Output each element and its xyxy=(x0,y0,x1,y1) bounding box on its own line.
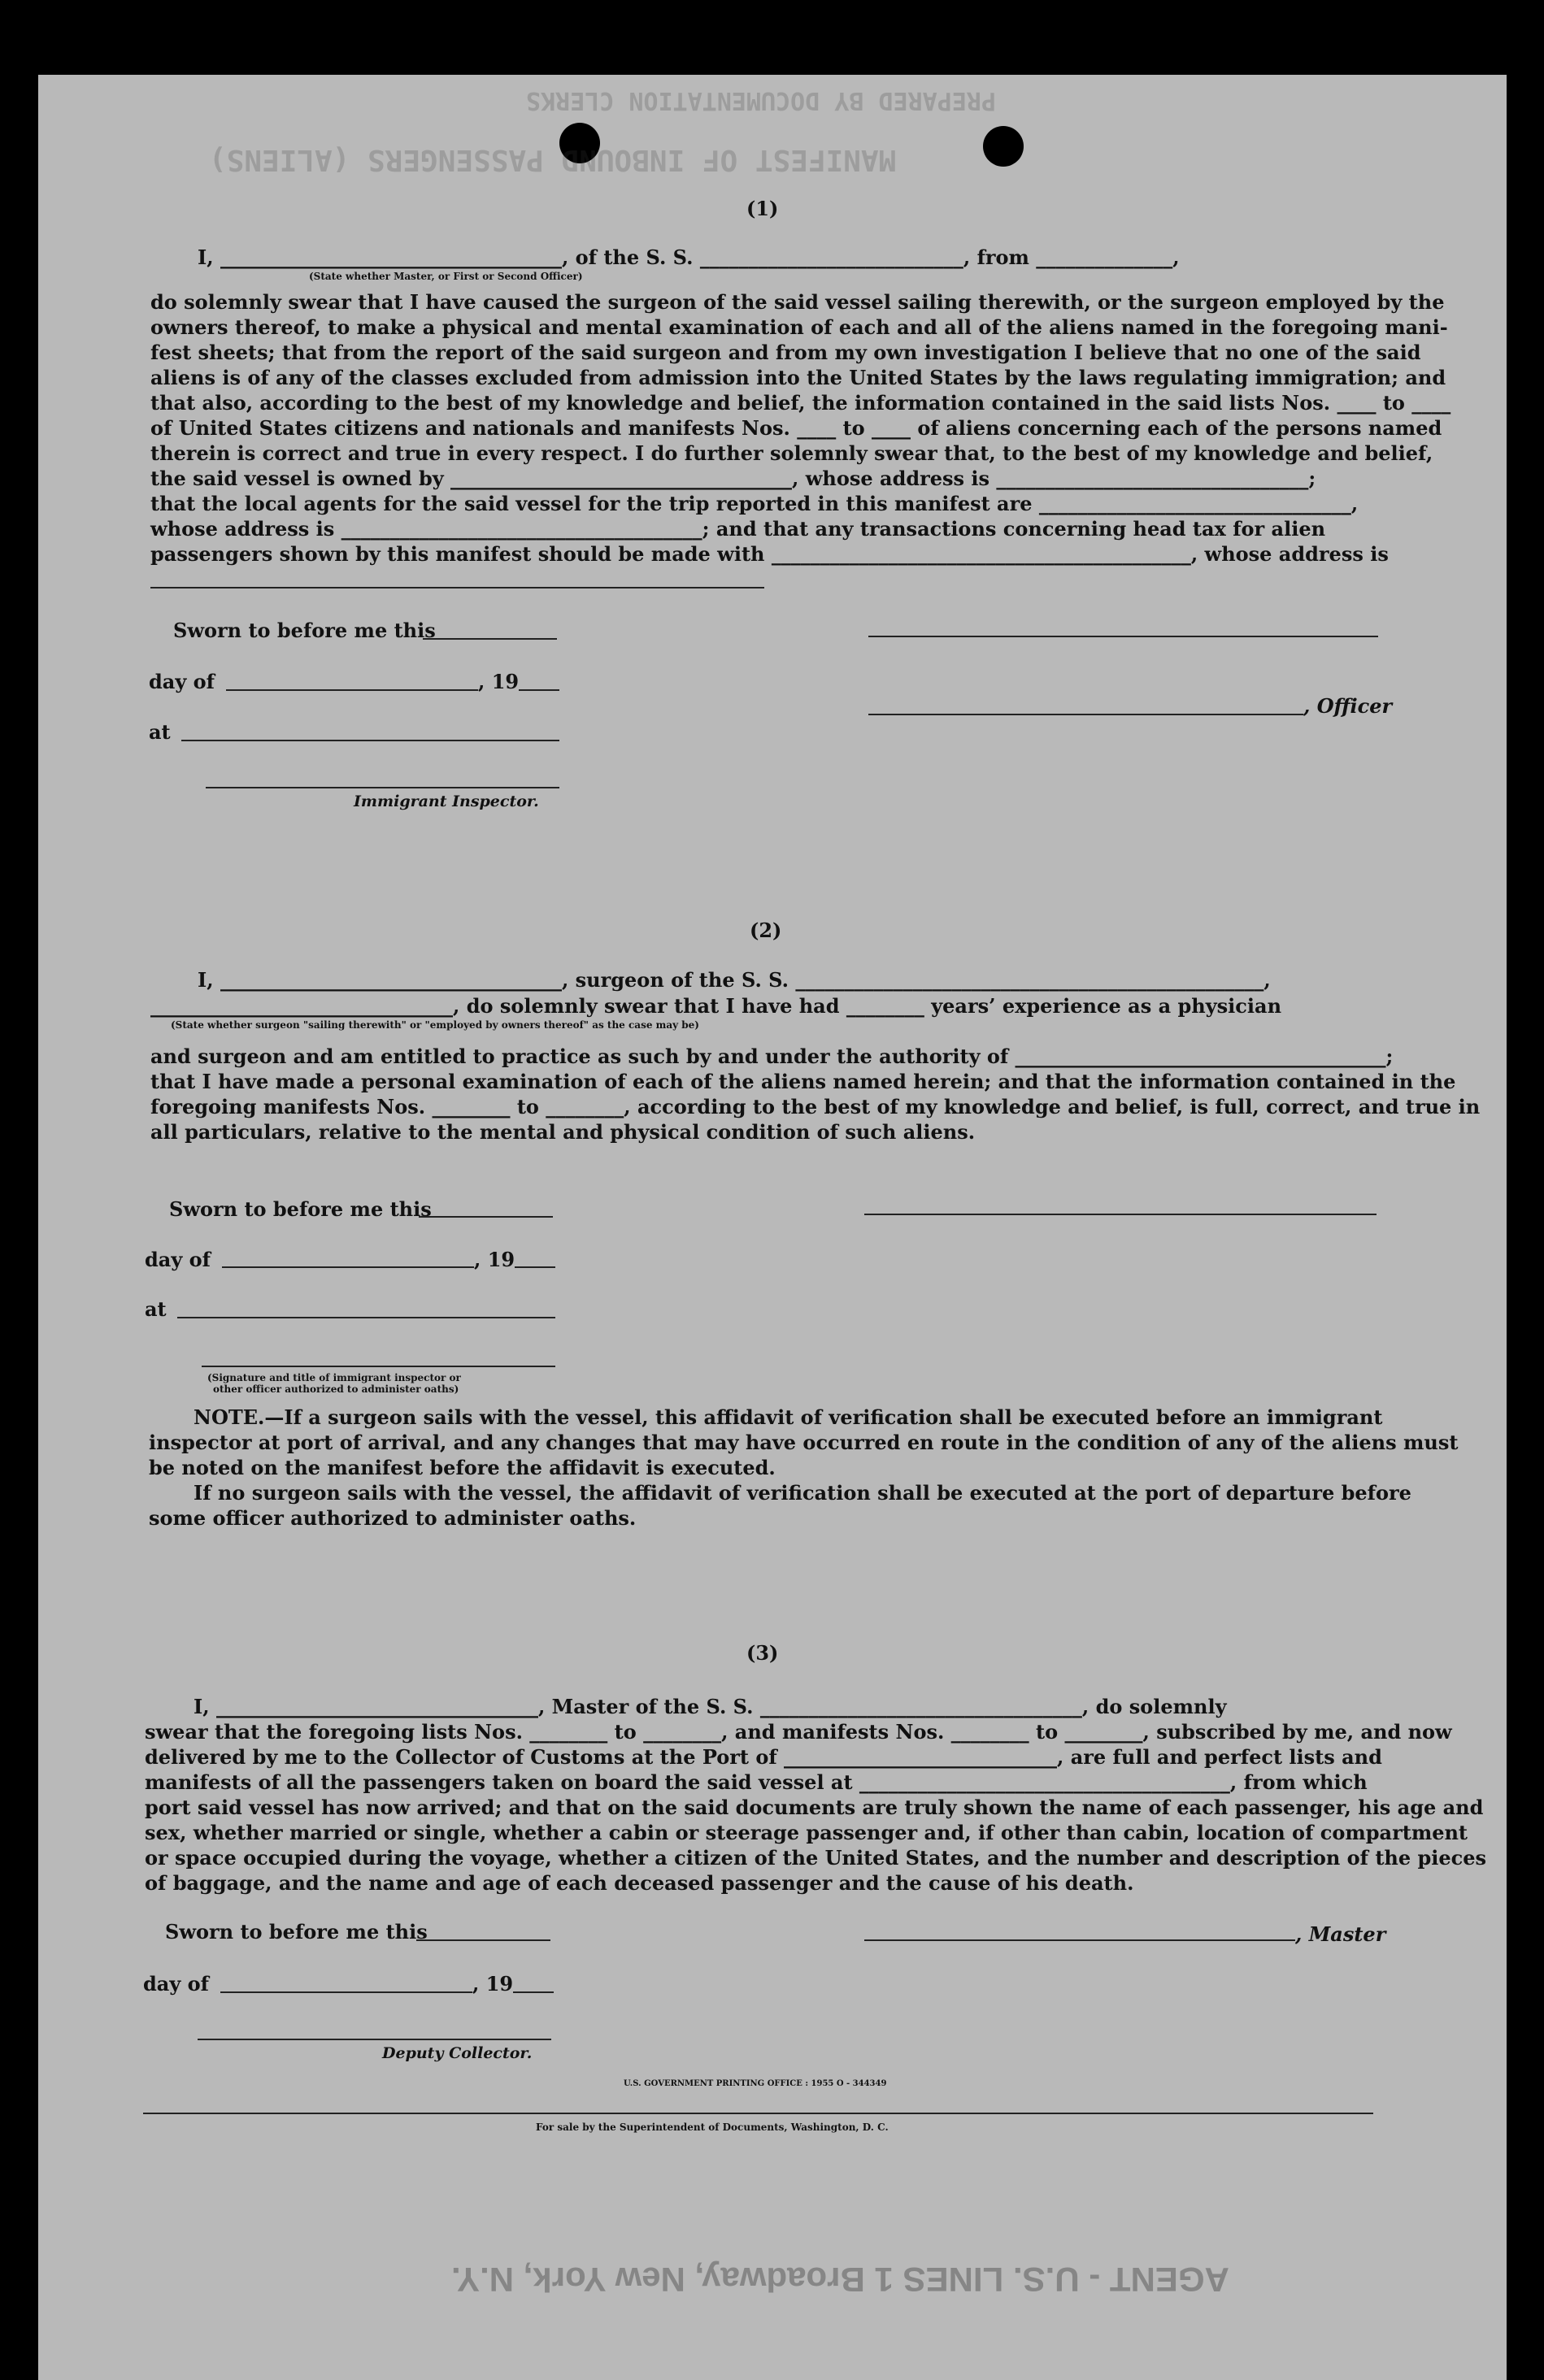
section-2-number: (2) xyxy=(750,919,782,942)
oath-line: the said vessel is owned by ___________________________________, whose address is ________________________________; xyxy=(150,467,1316,490)
oath-line: and surgeon and am entitled to practice as such by and under the authority of ______________________________________; xyxy=(150,1045,1394,1068)
signature-caption: other officer authorized to administer oaths) xyxy=(213,1383,459,1395)
oath-line: that also, according to the best of my knowledge and belief, the information contained in the said lists Nos. ____ to ____ xyxy=(150,391,1451,415)
inspector-signature-line[interactable] xyxy=(202,1366,555,1367)
sworn-label: Sworn to before me this xyxy=(165,1920,428,1944)
at-label: at xyxy=(149,720,171,744)
oath-line: fest sheets; that from the report of the said surgeon and from my own investigation I believe that no one of the said xyxy=(150,341,1421,364)
bleed-through-text: PREPARED BY DOCUMENTATION CLERKS xyxy=(526,86,996,115)
oath-line: port said vessel has now arrived; and that on the said documents are truly shown the name of each passenger, his age and xyxy=(145,1796,1484,1819)
day-line[interactable] xyxy=(226,689,478,691)
year-label: , 19 xyxy=(472,1972,514,1996)
oath-line: or space occupied during the voyage, whether a citizen of the United States, and the number and description of the pieces xyxy=(145,1846,1487,1870)
note-line: inspector at port of arrival, and any changes that may have occurred en route in the condition of any of the aliens must xyxy=(149,1431,1459,1454)
signature-caption: (Signature and title of immigrant inspector or xyxy=(207,1372,461,1383)
oath-line: _______________________________, do solemnly swear that I have had ________ years’ experience as a physician xyxy=(150,994,1282,1018)
day-of-label: day of xyxy=(149,670,215,693)
year-label: , 19 xyxy=(474,1248,515,1271)
oath-line: I, ___________________________________, of the S. S. ___________________________, from ______________, xyxy=(198,245,1180,269)
day-line[interactable] xyxy=(222,1266,474,1268)
gpo-imprint: U.S. GOVERNMENT PRINTING OFFICE : 1955 O - 344349 xyxy=(624,2079,887,2088)
at-line[interactable] xyxy=(177,1317,555,1318)
surgeon-caption: (State whether surgeon "sailing therewith" or "employed by owners thereof" as the case may be) xyxy=(171,1019,699,1031)
surgeon-signature-line[interactable] xyxy=(864,1214,1377,1215)
inspector-signature-line[interactable] xyxy=(206,787,559,788)
section-1-number: (1) xyxy=(746,197,779,220)
bleed-through-text: MANIFEST OF INBOUND PASSENGERS (ALIENS) xyxy=(209,143,897,176)
section-3-number: (3) xyxy=(746,1641,779,1665)
sworn-date-line[interactable] xyxy=(419,1216,553,1218)
year-line[interactable] xyxy=(513,1991,554,1993)
officer-label: , Officer xyxy=(1303,694,1393,718)
sale-notice: For sale by the Superintendent of Documents, Washington, D. C. xyxy=(536,2122,889,2133)
note-line: be noted on the manifest before the affidavit is executed. xyxy=(149,1456,776,1479)
oath-line: therein is correct and true in every respect. I do further solemnly swear that, to the best of my knowledge and belief, xyxy=(150,441,1433,465)
oath-line: all particulars, relative to the mental and physical condition of such aliens. xyxy=(150,1120,976,1144)
day-of-label: day of xyxy=(145,1248,211,1271)
oath-line: whose address is _____________________________________; and that any transactions concerning head tax for alien xyxy=(150,517,1326,541)
collector-label: Deputy Collector. xyxy=(382,2044,533,2062)
year-line[interactable] xyxy=(519,689,559,691)
footer-rule xyxy=(143,2113,1373,2114)
master-signature-line[interactable] xyxy=(864,1939,1295,1941)
day-of-label: day of xyxy=(143,1972,209,1996)
oath-line: owners thereof, to make a physical and mental examination of each and all of the aliens named in the foregoing mani- xyxy=(150,315,1448,339)
officer-signature-line[interactable] xyxy=(868,714,1303,715)
oath-line: aliens is of any of the classes excluded from admission into the United States by the laws regulating immigration; and xyxy=(150,366,1446,389)
agent-stamp: AGENT - U.S. LINES 1 Broadway, New York, N.Y. xyxy=(451,2261,1229,2299)
year-label: , 19 xyxy=(478,670,520,693)
oath-line: delivered by me to the Collector of Customs at the Port of ____________________________, are full and perfect lists and xyxy=(145,1745,1382,1769)
note-line: NOTE.—If a surgeon sails with the vessel, this affidavit of verification shall be executed before an immigrant xyxy=(194,1405,1383,1429)
oath-line: I, ___________________________________, surgeon of the S. S. ________________________________________________, xyxy=(198,968,1271,992)
oath-line: that the local agents for the said vessel for the trip reported in this manifest are ________________________________, xyxy=(150,492,1359,515)
sworn-label: Sworn to before me this xyxy=(173,619,436,642)
master-label: , Master xyxy=(1295,1922,1386,1946)
oath-line: sex, whether married or single, whether a cabin or steerage passenger and, if other than cabin, location of compartment xyxy=(145,1821,1468,1844)
officer-signature-top-line[interactable] xyxy=(868,636,1378,637)
sworn-date-line[interactable] xyxy=(423,638,557,640)
oath-line: of baggage, and the name and age of each deceased passenger and the cause of his death. xyxy=(145,1871,1134,1895)
at-line[interactable] xyxy=(181,740,559,741)
title-caption: (State whether Master, or First or Second Officer) xyxy=(309,271,583,282)
sworn-label: Sworn to before me this xyxy=(169,1197,432,1221)
oath-line: passengers shown by this manifest should be made with ___________________________________________, whose address is xyxy=(150,542,1389,566)
inspector-label: Immigrant Inspector. xyxy=(354,793,539,810)
at-label: at xyxy=(145,1297,167,1321)
oath-line: manifests of all the passengers taken on board the said vessel at ______________________________________, from which xyxy=(145,1770,1368,1794)
year-line[interactable] xyxy=(515,1266,555,1268)
note-line: some officer authorized to administer oaths. xyxy=(149,1506,637,1530)
oath-line: I, _________________________________, Master of the S. S. _________________________________, do solemnly xyxy=(194,1695,1227,1718)
collector-signature-line[interactable] xyxy=(198,2039,551,2040)
oath-line: foregoing manifests Nos. ________ to ________, according to the best of my knowledge and belief, is full, correct, and true in xyxy=(150,1095,1481,1118)
oath-line: of United States citizens and nationals and manifests Nos. ____ to ____ of aliens concerning each of the persons named xyxy=(150,416,1442,440)
note-line: If no surgeon sails with the vessel, the affidavit of verification shall be executed at the port of departure before xyxy=(194,1481,1411,1505)
oath-line: swear that the foregoing lists Nos. ________ to ________, and manifests Nos. ________ to ________, subscribed by me, and now xyxy=(145,1720,1452,1744)
address-line[interactable] xyxy=(150,587,764,588)
day-line[interactable] xyxy=(220,1991,472,1993)
oath-line: do solemnly swear that I have caused the surgeon of the said vessel sailing therewith, or the surgeon employed by the xyxy=(150,290,1445,314)
sworn-date-line[interactable] xyxy=(416,1939,550,1941)
punch-hole-right xyxy=(983,126,1024,167)
oath-line: that I have made a personal examination of each of the aliens named herein; and that the information contained in the xyxy=(150,1070,1456,1093)
